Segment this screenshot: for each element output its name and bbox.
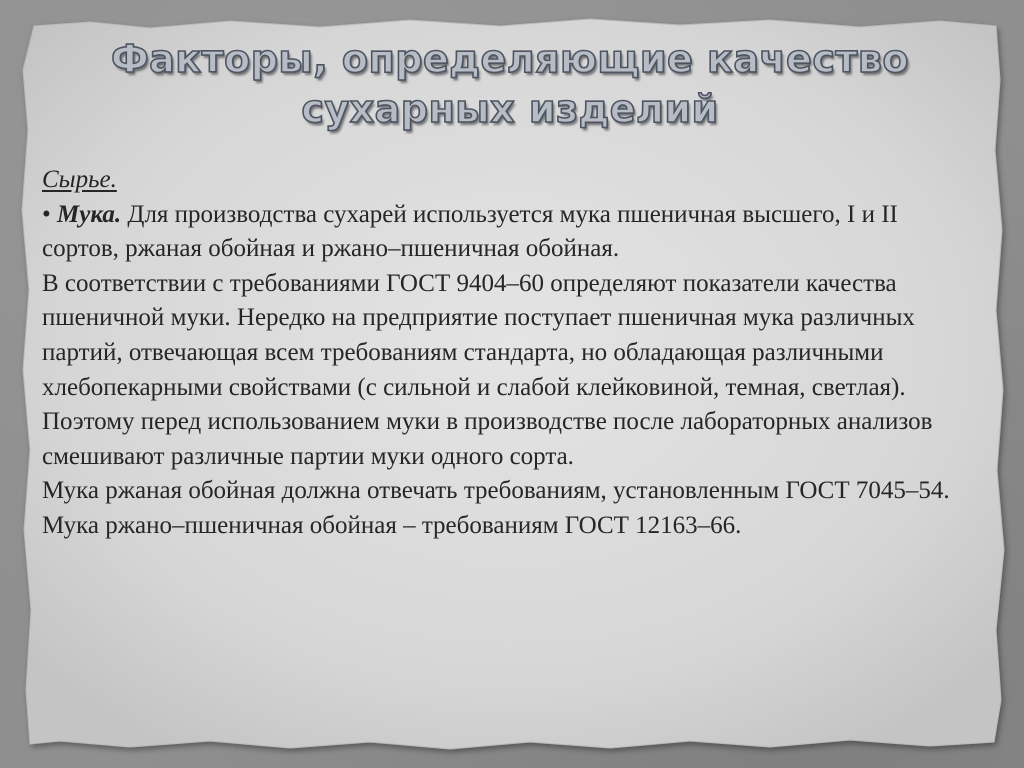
- paragraph-gost-rye: Мука ржаная обойная должна отвечать требованиям, установленным ГОСТ 7045–54. Мука ржано–пшеничная обойная – требованиям ГОСТ 12163–66.: [42, 477, 950, 539]
- slide-body: [42, 163, 967, 544]
- paragraph-1-text: Для производства сухарей используется мука пшеничная высшего, I и II сортов, ржаная обойная и ржано–пшеничная обойная.: [42, 200, 898, 263]
- slide-title: [60, 34, 960, 134]
- bullet-marker: •: [42, 200, 51, 228]
- paragraph-flour-types: [42, 198, 967, 267]
- title-line-2: сухарных изделий: [301, 87, 719, 131]
- term-flour: Мука.: [57, 200, 122, 228]
- title-line-1: Факторы, определяющие качество: [110, 37, 910, 81]
- section-heading: [42, 163, 967, 198]
- section-heading-text: Сырье.: [42, 166, 117, 193]
- paragraph-gost-wheat: В соответствии с требованиями ГОСТ 9404–60 определяют показатели качества пшеничной муки. Нередко на предприятие поступает пшеничная мука различных партий, отвечающая всем требованиям стандарта, но обладающая различными хлебопекарными свойствами (с сильной и слабой клейковиной, темная, светлая). Поэтому перед использованием муки в производстве после лабораторных анализов смешивают различные партии муки одного сорта.: [42, 269, 933, 470]
